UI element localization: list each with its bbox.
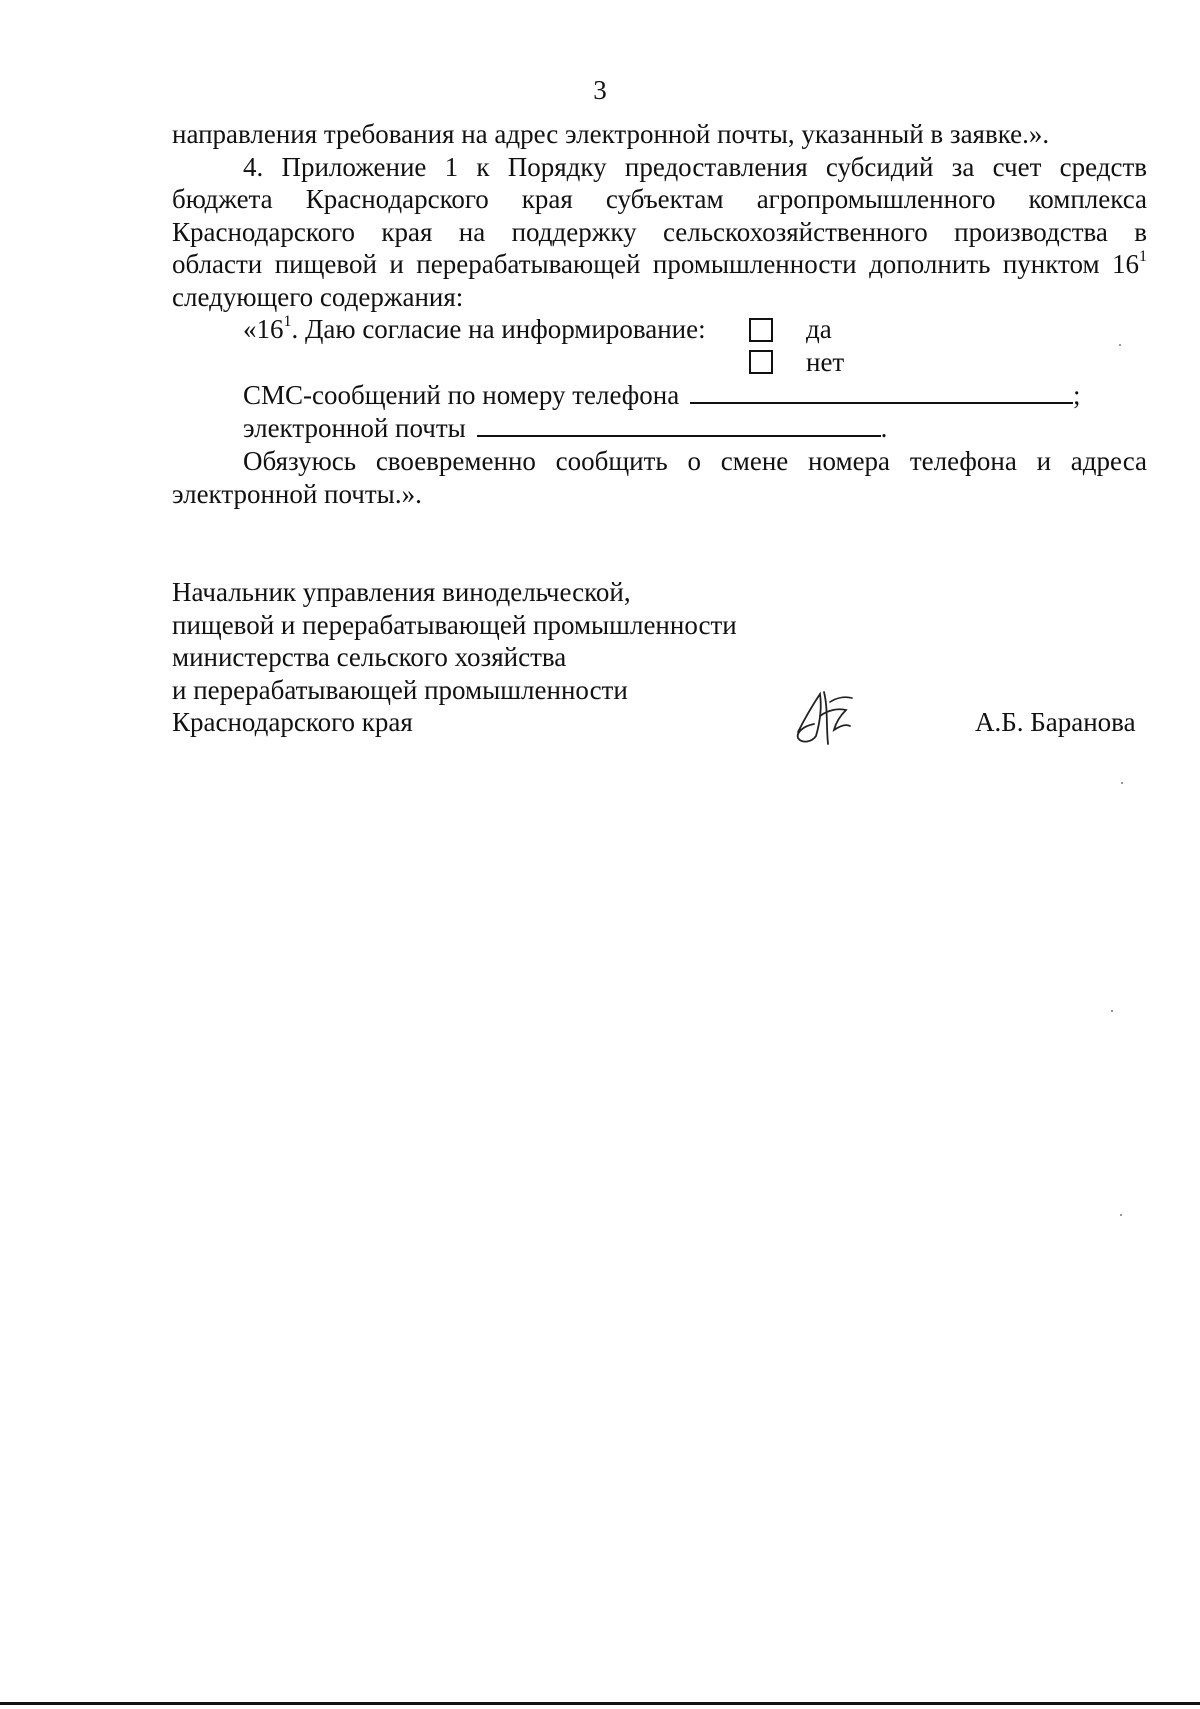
signatory-title-line: и перерабатывающей промышленности bbox=[172, 674, 628, 705]
bottom-edge-line bbox=[0, 1702, 1200, 1705]
scan-speck bbox=[1120, 1214, 1122, 1216]
scan-speck bbox=[1119, 344, 1121, 346]
page-number: 3 bbox=[593, 75, 607, 105]
consent-prefix: «16 bbox=[243, 314, 284, 344]
obligation-paragraph bbox=[172, 445, 1147, 510]
paragraph-line: следующего содержания: bbox=[172, 281, 464, 312]
signer-name: А.Б. Баранова bbox=[975, 707, 1136, 737]
signatory-title-line: министерства сельского хозяйства bbox=[172, 642, 567, 673]
paragraph-line: Краснодарского края на поддержку сельскохозяйственного производства в bbox=[172, 216, 1147, 247]
consent-question bbox=[243, 313, 706, 345]
email-field bbox=[243, 412, 887, 444]
paragraph-line: бюджета Краснодарского края субъектам агропромышленного комплекса bbox=[172, 184, 1147, 215]
sms-phone-field bbox=[243, 379, 1080, 411]
signatory-title bbox=[172, 576, 737, 739]
scan-speck bbox=[1121, 782, 1123, 784]
consent-yes-checkbox[interactable] bbox=[749, 318, 773, 342]
email-label: электронной почты bbox=[243, 413, 466, 443]
consent-no-label: нет bbox=[806, 347, 845, 377]
paragraph-line: направления требования на адрес электронной почты, указанный в заявке.». bbox=[172, 119, 1050, 149]
paragraph-line bbox=[172, 248, 1147, 281]
scan-speck bbox=[1111, 1010, 1113, 1012]
superscript: 1 bbox=[1139, 248, 1147, 266]
sms-phone-end: ; bbox=[1072, 380, 1081, 410]
document-body bbox=[172, 118, 1147, 314]
consent-text: . Даю согласие на информирование: bbox=[291, 314, 706, 344]
signatory-title-line: Краснодарского края bbox=[172, 707, 413, 738]
consent-yes-label: да bbox=[806, 314, 832, 344]
signatory-title-line: пищевой и перерабатывающей промышленности bbox=[172, 609, 737, 640]
consent-no-checkbox[interactable] bbox=[749, 350, 773, 374]
sms-phone-label: СМС-сообщений по номеру телефона bbox=[243, 380, 680, 410]
sms-phone-blank[interactable] bbox=[690, 380, 1073, 404]
superscript: 1 bbox=[283, 313, 292, 330]
signatory-title-line: Начальник управления винодельческой, bbox=[172, 577, 631, 607]
email-blank[interactable] bbox=[477, 413, 881, 437]
paragraph-line: электронной почты.». bbox=[172, 478, 422, 509]
paragraph-line: 4. Приложение 1 к Порядку предоставления субсидий за счет средств bbox=[243, 151, 1147, 182]
paragraph-line-text: области пищевой и перерабатывающей промышленности дополнить пунктом 16 bbox=[172, 249, 1139, 280]
email-end: . bbox=[880, 413, 888, 443]
paragraph-line: Обязуюсь своевременно сообщить о смене номера телефона и адреса bbox=[243, 446, 1147, 476]
handwritten-signature bbox=[790, 680, 860, 750]
